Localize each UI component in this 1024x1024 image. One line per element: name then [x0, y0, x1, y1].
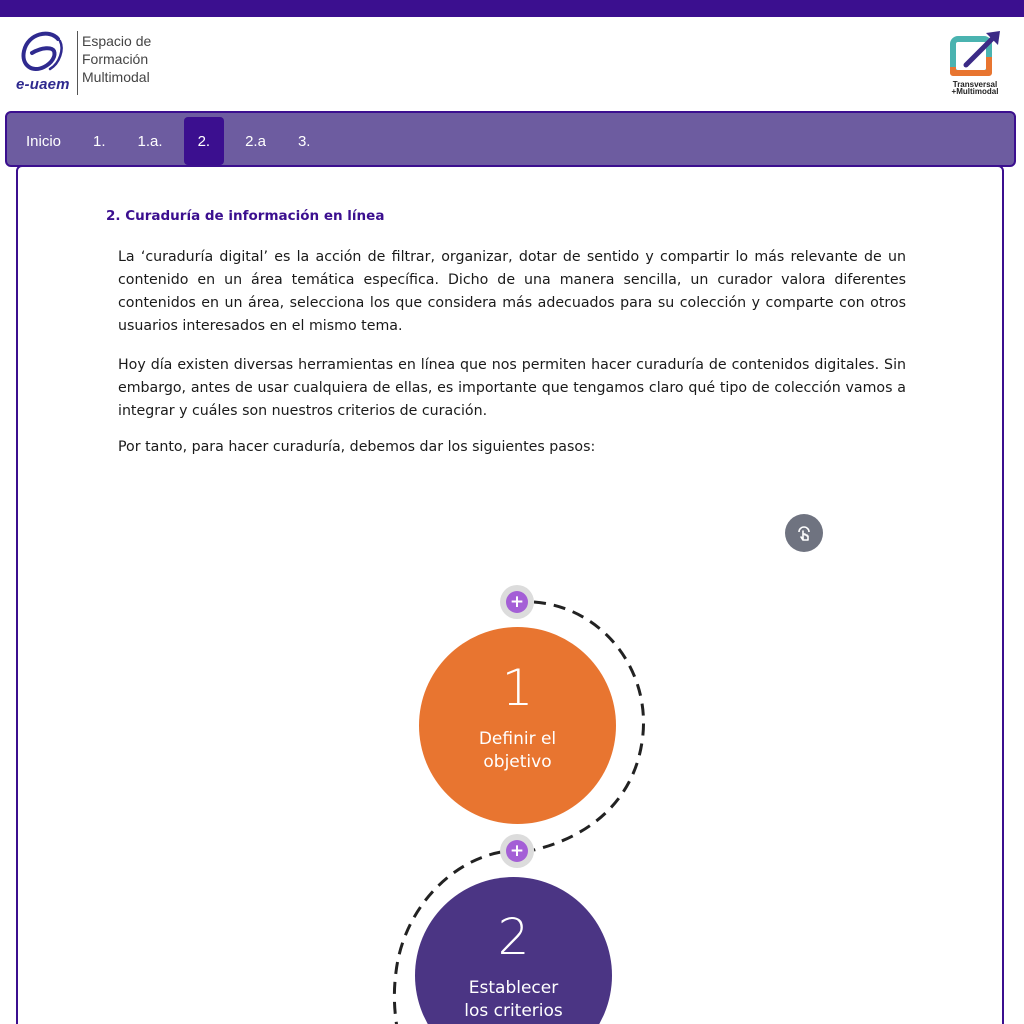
header: [0, 17, 1024, 111]
euaem-logo[interactable]: [14, 29, 174, 99]
paragraph: Por tanto, para hacer curaduría, debemos dar los siguientes pasos:: [118, 439, 596, 455]
logo-caption-line: Espacio de: [82, 33, 152, 49]
tab-1[interactable]: 1.: [93, 132, 106, 150]
logo-caption-line: Multimodal: [82, 69, 150, 85]
tab-1a[interactable]: 1.a.: [137, 132, 163, 150]
step-1-circle[interactable]: [419, 627, 616, 824]
tap-gesture-button[interactable]: [785, 514, 823, 552]
tab-inicio[interactable]: Inicio: [26, 132, 62, 150]
logo-caption-line: Formación: [82, 51, 149, 67]
step-label-line: Definir el: [478, 729, 557, 749]
tab-2[interactable]: 2.: [184, 117, 225, 165]
tap-hand-icon: [794, 523, 814, 543]
nav-tabs: [15, 117, 331, 165]
tab-3[interactable]: 3.: [297, 132, 311, 150]
expand-step-1-button[interactable]: [500, 585, 534, 619]
step-label-line: Establecer: [468, 978, 559, 998]
paragraph: Hoy día existen diversas herramientas en línea que nos permiten hacer curaduría de contenidos digitales. Sin embargo, antes de usar cualquiera de ellas, es importante que tengamos claro qué tipo de colección vamos a integrar y cuáles son nuestros criterios de curación.: [118, 357, 906, 419]
transversal-caption-line: Transversal: [952, 80, 998, 89]
content-panel: [16, 165, 1004, 1024]
transversal-arrow-icon: [946, 27, 1004, 81]
euaem-wordmark: e-uaem: [16, 76, 70, 93]
step-number: 1: [501, 659, 534, 717]
step-label-line: objetivo: [483, 752, 552, 772]
plus-icon: +: [506, 840, 528, 862]
curation-steps-infographic: [378, 582, 678, 1024]
logo-divider: [77, 31, 78, 95]
step-number: 2: [497, 908, 530, 966]
logo-caption: [82, 32, 151, 86]
step-label: [419, 728, 616, 774]
navigation-bar: [5, 111, 1016, 167]
euaem-logo-mark: [14, 29, 80, 97]
transversal-logo-caption: [946, 81, 1004, 95]
section-title: 2. Curaduría de información en línea: [106, 208, 385, 224]
expand-step-2-button[interactable]: [500, 834, 534, 868]
transversal-caption-line: +Multimodal: [951, 87, 999, 96]
step-label-line: los criterios: [464, 1001, 563, 1021]
paragraph: La ‘curaduría digital’ es la acción de filtrar, organizar, dotar de sentido y compartir lo más relevante de un contenido en un área temática específica. Dicho de una manera sencilla, un curador valora diferentes contenidos en un área, selecciona los que considera más adecuados para su colección y comparte con otros usuarios interesados en el mismo tema.: [118, 249, 906, 334]
step-label: [415, 977, 612, 1023]
transversal-multimodal-logo[interactable]: [946, 27, 1004, 99]
tab-2a[interactable]: 2.a: [245, 132, 266, 150]
top-bar: [0, 0, 1024, 17]
plus-icon: +: [506, 591, 528, 613]
euaem-e-icon: [14, 29, 80, 79]
